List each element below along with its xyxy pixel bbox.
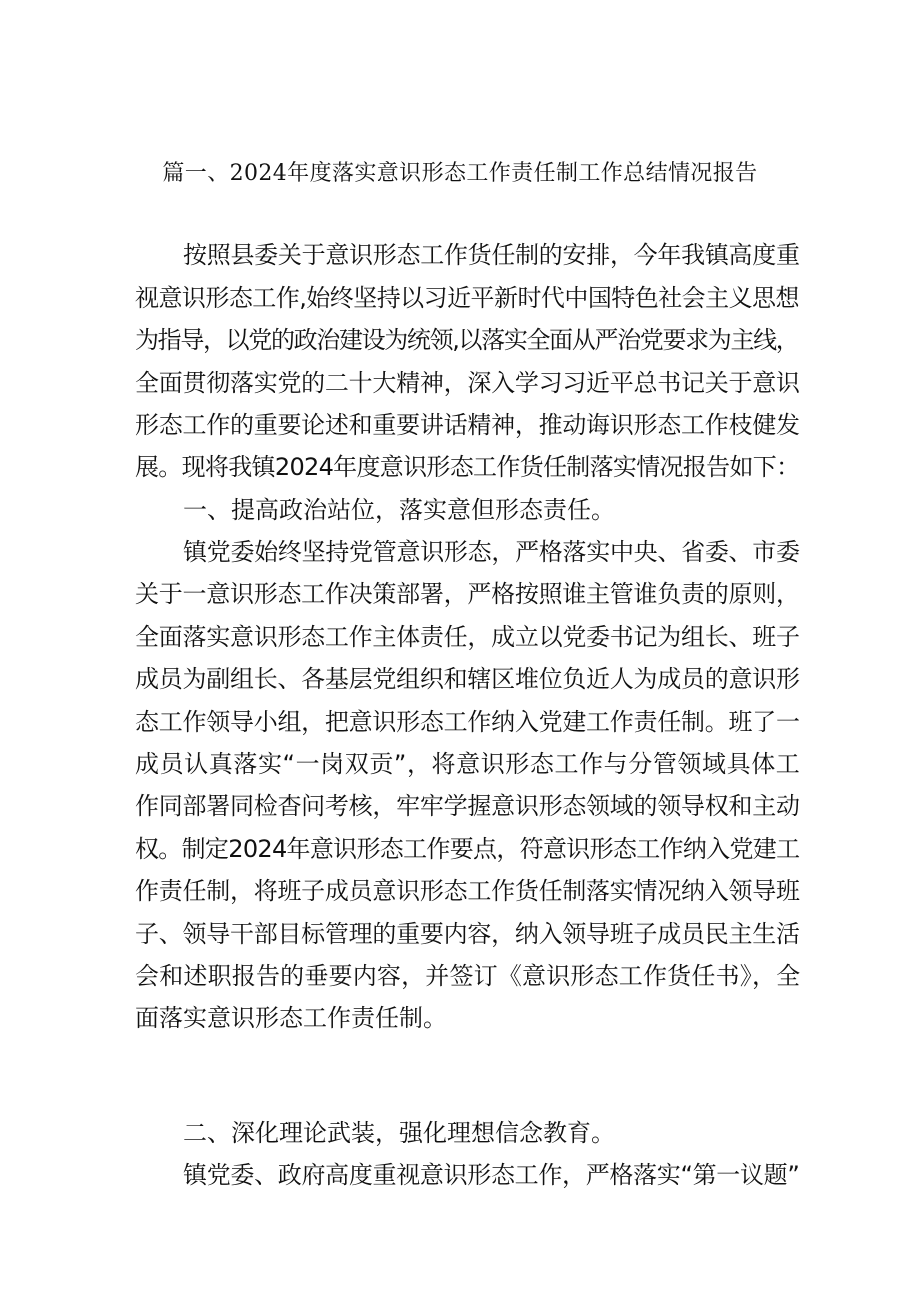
- section-heading-2: 二、深化理论武装，强化理想信念教育。: [183, 1119, 615, 1147]
- body-line: 作责任制，将班子成员意识形态工作货任制落实情况纳入领导班: [135, 877, 800, 905]
- body-line: 全面贯彻落实党的二十大精神，深入学习习近平总书记关于意识: [135, 369, 800, 397]
- section-heading-1: 一、提高政治站位，落实意但形态责任。: [183, 496, 615, 524]
- body-line: 面落实意识形态工作责任制。: [135, 1004, 447, 1032]
- document-title: 篇一、2024年度落实意识形态工作责任制工作总结情况报告: [162, 161, 758, 186]
- body-line: 视意识形态工作,始终坚持以习近平新时代中国特色社会主义思想: [135, 284, 799, 312]
- body-line: 关于一意识形态工作决策部署，严格按照谁主管谁负责的原则，: [135, 580, 800, 608]
- body-line: 子、领导干部目标管理的重要内容，纳入领导班子成员民主生活: [135, 920, 800, 948]
- body-line: 全面落实意识形态工作主体责任，成立以党委书记为组长、班子: [135, 623, 800, 651]
- body-line: 作同部署同检杳问考核，牢牢学握意识形态领域的领导权和主动: [135, 792, 800, 820]
- body-line: 展。现将我镇2024年度意识形态工作货任制落实情况报告如下：: [135, 453, 800, 481]
- body-line: 成员为副组长、各基层党组织和辖区堆位负近人为成员的意识形: [135, 665, 800, 693]
- body-line: 按照县委关于意识形态工作货任制的安排，今年我镇高度重: [183, 241, 800, 269]
- body-line: 镇党委、政府高度重视意识形态工作，严格落实“第一议题”: [183, 1161, 800, 1189]
- body-line: 镇党委始终坚持党管意识形态，严格落实中央、省委、市委: [183, 538, 800, 566]
- body-line: 会和述职报告的垂要内容，并签订《意识形态工作货任书》，全: [135, 962, 801, 990]
- body-line: 成员认真落实“一岗双贡”，将意识形态工作与分管领域具体工: [135, 750, 801, 778]
- body-line: 为指导，以党的政治建设为统领,以落实全面从严治党要求为主线，: [135, 326, 799, 354]
- body-line: 形态工作的重要论述和重要讲话精神，推动诲识形态工作枝健发: [135, 411, 800, 439]
- body-line: 态工作领导小组，把意识形态工作纳入党建工作责任制。班了一: [135, 708, 800, 736]
- body-line: 权。制定2024年意识形态工作要点，符意识形态工作纳入党建工: [135, 835, 800, 863]
